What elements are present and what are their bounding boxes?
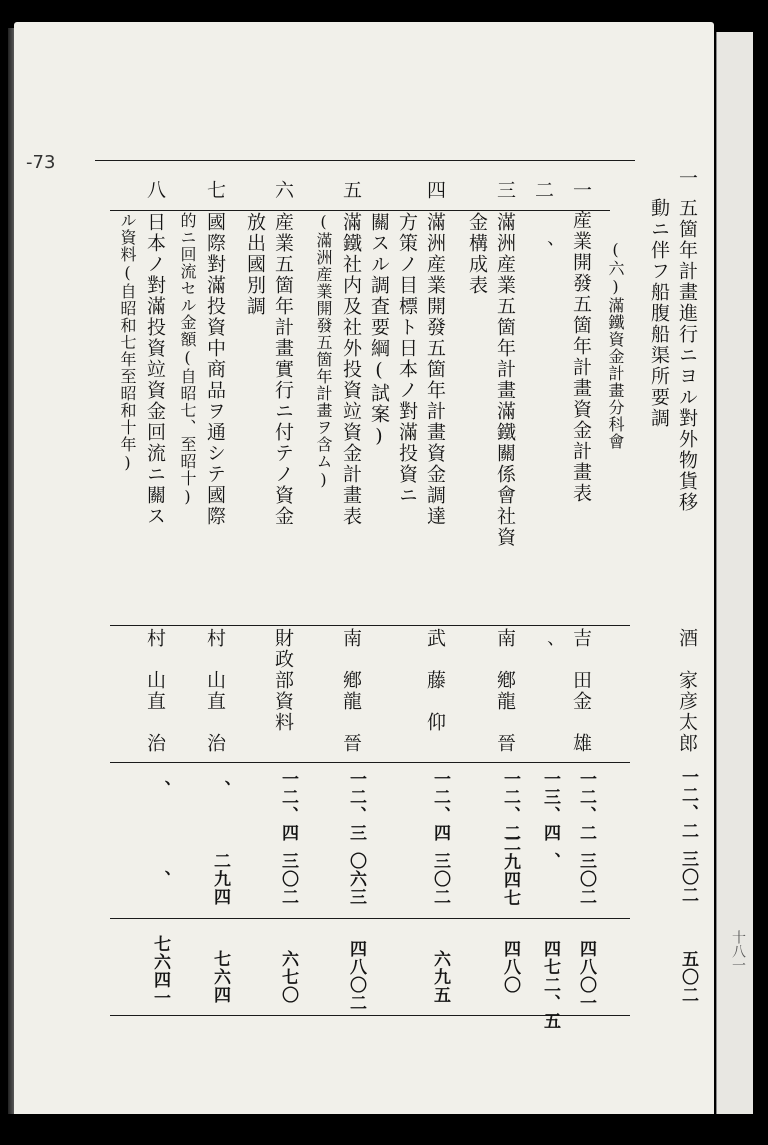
- entry-number: 四: [424, 180, 446, 201]
- entry-author: 南 鄕龍 晉: [494, 628, 516, 754]
- entry-title-cont: 放出國別調: [244, 212, 266, 317]
- entry-title-cont: 金構成表: [466, 212, 488, 296]
- entry-title: 滿洲産業開發五箇年計畫資金調達: [424, 212, 446, 527]
- entry-code-3: 四八〇: [500, 940, 520, 994]
- entry-title: 國際對滿投資中商品ヲ通シテ國際: [204, 212, 226, 527]
- entry-title-cont: ル資料(自昭和七年至昭和十年): [118, 212, 137, 473]
- entry-code-3: 七六四: [210, 950, 230, 1004]
- entry-code-1: 一二、四: [278, 770, 298, 842]
- entry-code-1: 一二、三: [346, 770, 366, 842]
- entry-title: 、: [532, 240, 554, 261]
- entry-code-1: 一二、二: [576, 770, 596, 842]
- entry-code-1: 、: [150, 780, 170, 798]
- entry-code-3: 七六四一: [150, 935, 170, 1007]
- entry-code-2: 、: [540, 852, 560, 870]
- entry-title: 日本ノ對滿投資竝資金回流ニ關ス: [144, 212, 166, 527]
- entry-number: 八: [144, 180, 166, 201]
- entry-code-3: 四八〇一: [576, 940, 596, 1012]
- entry-number: 三: [494, 180, 516, 201]
- entry-section: (六)滿鐵資金計畫分科會: [606, 240, 625, 450]
- entry-code-3: 六九五: [430, 950, 450, 1004]
- entry-code-2: 〇六三: [346, 852, 366, 906]
- entry-author: 酒 家彦太郎: [676, 628, 698, 754]
- entry-number: 一: [676, 168, 698, 189]
- entry-title-cont: 方策ノ目標ト日本ノ對滿投資ニ: [396, 212, 418, 506]
- page-corner-mark: -73: [26, 152, 56, 173]
- adjacent-page-mark: 十八一: [730, 930, 746, 972]
- entry-code-3: 四七二、五: [540, 940, 560, 1030]
- date-column-rule: [110, 762, 630, 763]
- entry-author: 村 山直 治: [144, 628, 166, 754]
- entry-code-3: 五〇二: [678, 950, 698, 1004]
- entry-code-3: 六七〇: [278, 950, 298, 1004]
- entry-author: 村 山直 治: [204, 628, 226, 754]
- table-top-rule: [95, 160, 635, 161]
- entry-title-cont2: 關スル調査要綱(試案): [368, 212, 390, 449]
- entry-title: 五箇年計畫進行ニヨル對外物貨移: [676, 198, 698, 513]
- entry-author: 、: [532, 640, 554, 661]
- entry-code-2: 三〇二: [678, 850, 698, 904]
- entry-title: 滿洲産業五箇年計畫滿鐵關係會社資: [494, 212, 516, 548]
- entry-code-2: 三〇二: [278, 852, 298, 906]
- entry-code-1: 、: [210, 780, 230, 798]
- entry-number: 二: [532, 180, 554, 201]
- entry-title: 産業五箇年計畫實行ニ付テノ資金: [272, 212, 294, 527]
- header-rule: [110, 210, 610, 211]
- entry-author: 武 藤 仰: [424, 628, 446, 733]
- entry-author: 吉 田金 雄: [570, 628, 592, 754]
- entry-code-1: 一二、四: [430, 770, 450, 842]
- entry-code-1: 一三、四: [540, 770, 560, 842]
- author-column-rule: [110, 625, 630, 626]
- entry-number: 六: [272, 180, 294, 201]
- entry-title-cont: 動ニ伴フ船腹船渠所要調: [648, 198, 670, 429]
- entry-code-1: 一二、二: [500, 770, 520, 842]
- entry-title-cont: (滿洲産業開發五箇年計畫ヲ含ム): [314, 212, 333, 490]
- entry-code-2: 三〇二: [430, 852, 450, 906]
- entry-code-2: 、: [150, 870, 170, 888]
- entry-code-1: 一二、二: [678, 768, 698, 840]
- entry-title-cont: 的ニ回流セル金額(自昭七、至昭十): [178, 212, 197, 507]
- entry-code-2: 二九四七: [500, 835, 520, 907]
- number-column-rule: [110, 918, 630, 919]
- entry-number: 五: [340, 180, 362, 201]
- entry-author: 南 鄕龍 晉: [340, 628, 362, 754]
- entry-number: 七: [204, 180, 226, 201]
- entry-code-2: 二九四: [210, 852, 230, 906]
- entry-code-2: 三〇二: [576, 852, 596, 906]
- entry-title: 産業開發五箇年計畫資金計畫表: [570, 210, 592, 504]
- entry-title: 滿鐵社内及社外投資竝資金計畫表: [340, 212, 362, 527]
- entry-number: 一: [570, 180, 592, 201]
- entry-author: 財政部資料: [272, 628, 294, 733]
- entry-code-3: 四八〇二: [346, 940, 366, 1012]
